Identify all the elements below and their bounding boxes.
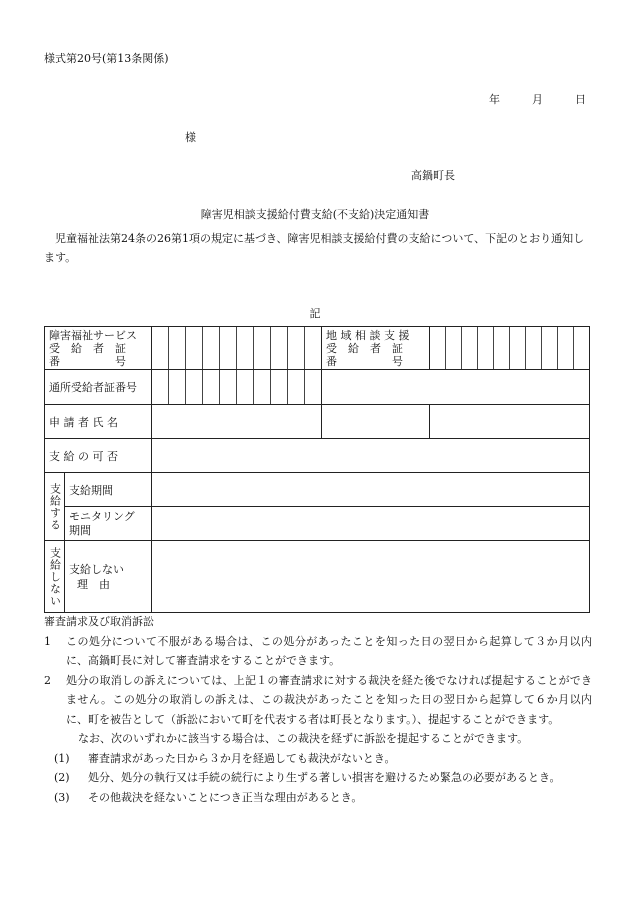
- notes-heading: 審査請求及び取消訴訟: [44, 615, 154, 628]
- grant-period-label: 支給期間: [65, 473, 152, 507]
- date-day: 日: [575, 93, 586, 106]
- note-2: 2 処分の取消しの訴えについては、上記１の審査請求に対する裁決を経た後でなければ提起することができません。この処分の取消しの訴えは、この裁決があったことを知った日の翌日から起算して６か月以内に、町を被告として（訴訟において町を代表する者は町長となります。）、提起することができます。: [44, 673, 592, 726]
- ki-heading: 記: [309, 307, 321, 320]
- table-row: [45, 541, 590, 613]
- sub-item-3: (3) その他裁決を経ないことにつき正当な理由があるとき。: [54, 790, 363, 804]
- sub-item-1: (1) 審査請求があった日から３か月を経過しても裁決がないとき。: [54, 751, 396, 765]
- applicant-name-label: 申 請 者 氏 名: [45, 405, 152, 439]
- decision-table: [44, 326, 590, 613]
- issuer-name: 高鍋町長: [411, 169, 455, 182]
- table-row: [45, 370, 590, 405]
- regional-cert-number-boxes[interactable]: [430, 327, 590, 370]
- deny-reason-field[interactable]: [152, 541, 590, 613]
- deny-reason-label: 支給しない 理 由: [65, 541, 152, 613]
- table-row: [45, 405, 590, 439]
- appeal-notes: [44, 612, 592, 807]
- date-month: 月: [532, 93, 543, 106]
- body-text: 児童福祉法第24条の26第1項の規定に基づき、障害児相談支援給付費の支給について、下記のとおり通知します。: [44, 232, 585, 264]
- daycare-cert-blank: [322, 370, 590, 405]
- document-title: 障害児相談支援給付費支給(不支給)決定通知書: [200, 208, 430, 221]
- approval-field[interactable]: [152, 439, 590, 473]
- monitoring-period-field[interactable]: [152, 507, 590, 541]
- grant-group-label: 支給する: [45, 473, 65, 541]
- table-row: [45, 327, 590, 370]
- daycare-cert-number-boxes[interactable]: [152, 370, 322, 405]
- approval-label: 支 給 の 可 否: [45, 439, 152, 473]
- deny-group-label: 支給しない: [45, 541, 65, 613]
- addressee-suffix: 様: [185, 131, 196, 144]
- recipient-cert-label: 障害福祉サービス 受 給 者 証 番 号: [45, 327, 152, 370]
- regional-cert-label: 地 域 相 談 支 援 受 給 者 証 番 号: [322, 327, 430, 370]
- table-row: [45, 439, 590, 473]
- date-year: 年: [489, 93, 500, 106]
- sub-item-2: (2) 処分、処分の執行又は手続の続行により生ずる著しい損害を避けるため緊急の必要があるとき。: [54, 771, 561, 784]
- applicant-extra-field-2[interactable]: [430, 405, 590, 439]
- form-number: 様式第20号(第13条関係): [44, 52, 169, 65]
- recipient-cert-number-boxes[interactable]: [152, 327, 322, 370]
- applicant-name-field[interactable]: [152, 405, 322, 439]
- grant-period-field[interactable]: [152, 473, 590, 507]
- note-1: 1 この処分について不服がある場合は、この処分があったことを知った日の翌日から起算して３か月以内に、高鍋町長に対して審査請求をすることができます。: [44, 634, 592, 667]
- applicant-extra-field-1[interactable]: [322, 405, 430, 439]
- table-row: [45, 473, 590, 507]
- table-row: [45, 507, 590, 541]
- monitoring-period-label: モニタリング 期間: [65, 507, 152, 541]
- daycare-cert-label: 通所受給者証番号: [45, 370, 152, 405]
- date-line: [489, 91, 586, 107]
- note-2-extra: なお、次のいずれかに該当する場合は、この裁決を経ずに訴訟を提起することができます。: [78, 732, 529, 745]
